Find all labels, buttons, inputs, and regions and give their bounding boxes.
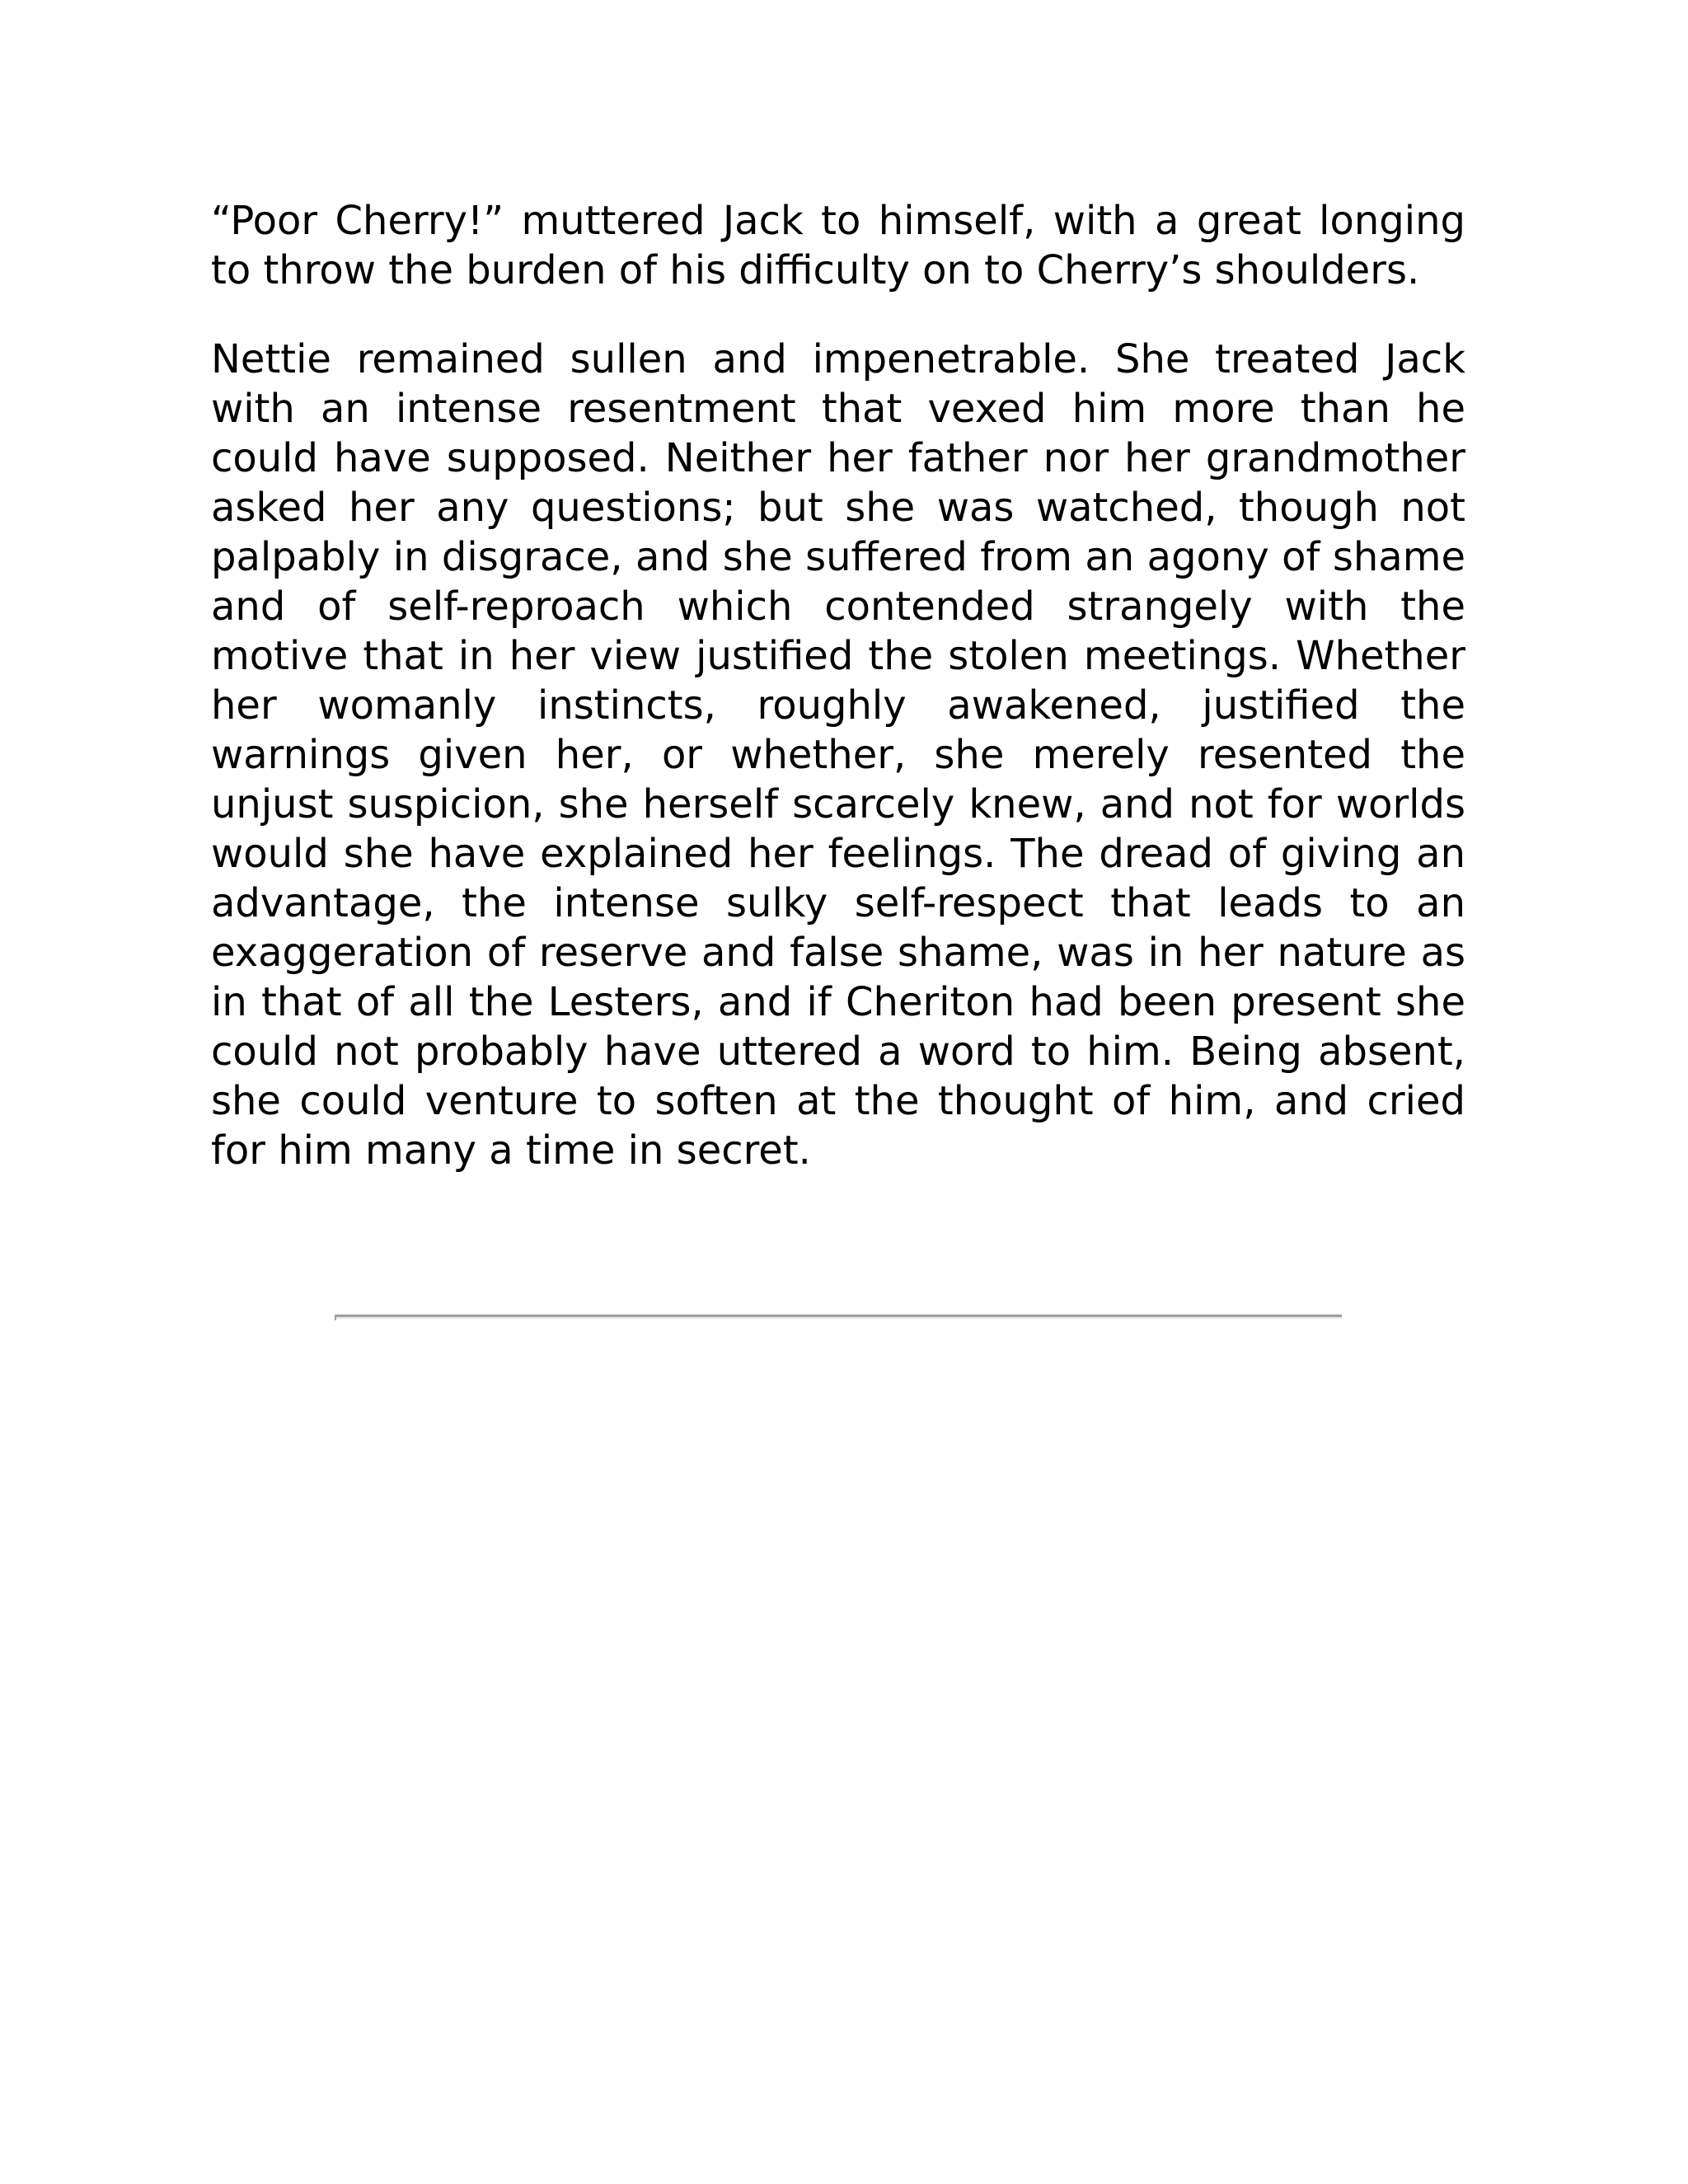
- body-text: [211, 196, 1465, 1215]
- section-divider: [335, 1315, 1342, 1319]
- paragraph-2: Nettie remained sullen and impenetrable. She treated Jack with an intense resentment that vexed him more than he could have supposed. Neither her father nor her grandmother asked her any questions; but she was watched, though not palpably in disgrace, and she suffered from an agony of shame and of self-reproach which contended strangely with the motive that in her view justified the stolen meetings. Whether her womanly instincts, roughly awakened, justified the warnings given her, or whether, she merely resented the unjust suspicion, she herself scarcely knew, and not for worlds would she have explained her feelings. The dread of giving an advantage, the intense sulky self-respect that leads to an exaggeration of reserve and false shame, was in her nature as in that of all the Lesters, and if Cheriton had been present she could not probably have uttered a word to him. Being absent, she could venture to soften at the thought of him, and cried for him many a time in secret.: [211, 336, 1465, 1174]
- paragraph-1: “Poor Cherry!” muttered Jack to himself, with a great longing to throw the burden of his difficulty on to Cherry’s shoulders.: [211, 198, 1465, 293]
